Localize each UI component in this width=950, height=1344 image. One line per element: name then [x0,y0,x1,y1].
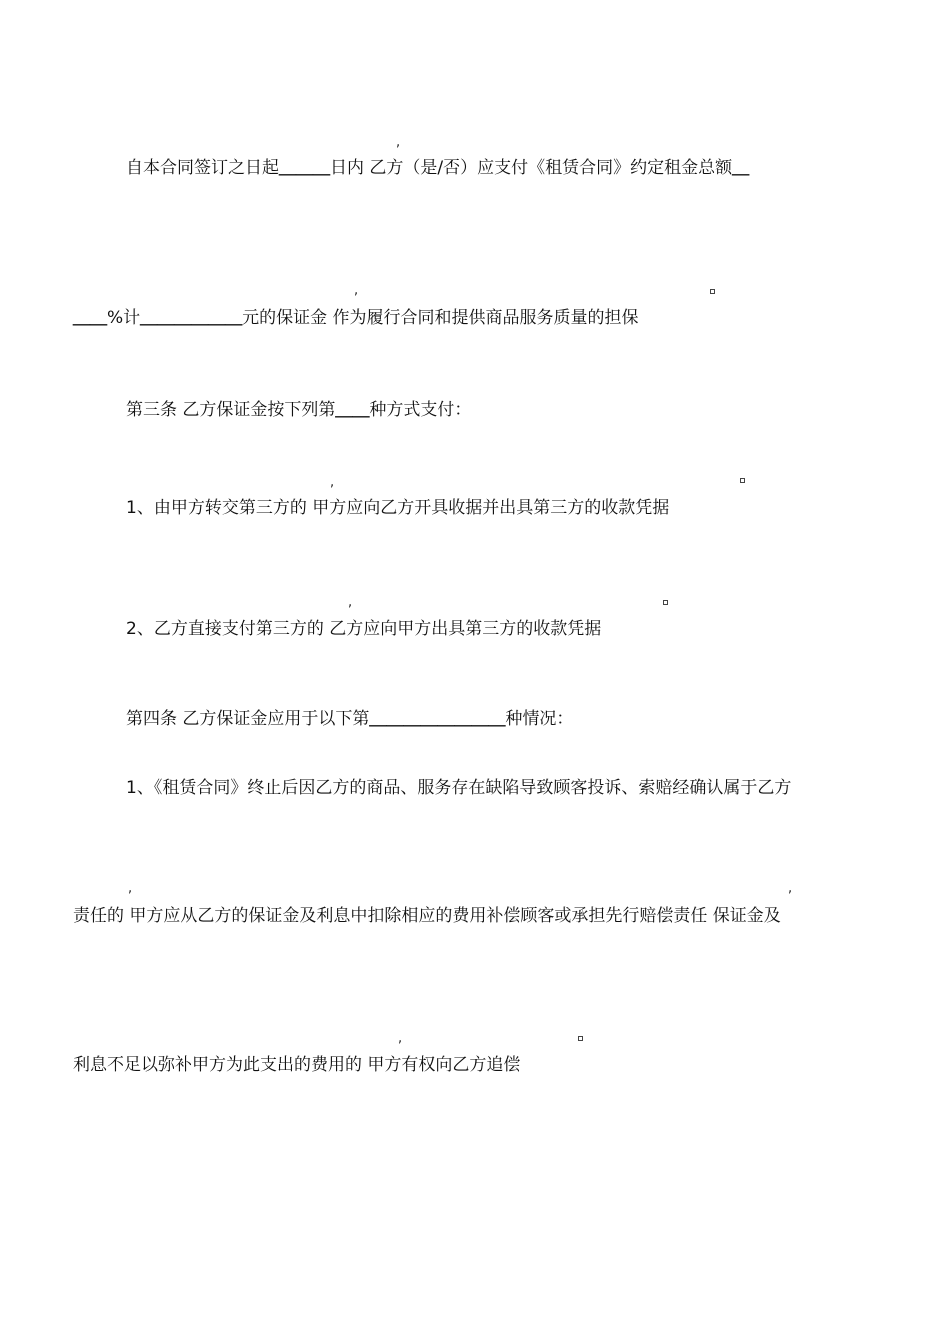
period-mark [663,600,668,605]
comma-mark: , [354,283,359,298]
para1-line1 [126,156,749,180]
percent-blank: ＿＿ [73,308,107,328]
article4-heading-text-a: 第四条 乙方保证金应用于以下第 [126,709,370,729]
article3-heading [126,398,471,422]
amount-blank: ＿＿＿＿＿＿ [140,308,243,328]
period-mark [578,1036,583,1041]
days-blank: ＿＿＿ [279,158,330,178]
comma-mark: , [788,881,793,896]
para1-line1-text-a: 自本合同签订之日起 [126,158,279,178]
para1-line2-text-a: %计 [107,308,141,328]
comma-mark: , [398,1031,403,1046]
comma-mark: , [396,135,401,150]
article3-heading-text-a: 第三条 乙方保证金按下列第 [126,400,336,420]
article4-item1-line3: 利息不足以弥补甲方为此支出的费用的 甲方有权向乙方追偿 [73,1055,521,1075]
article4-heading [126,707,573,731]
comma-mark: , [330,475,335,490]
article3-item2: 2、乙方直接支付第三方的 乙方应向甲方出具第三方的收款凭据 [126,619,602,639]
rent-total-blank: ＿ [732,158,750,178]
period-mark [740,478,745,483]
article3-item1: 1、由甲方转交第三方的 甲方应向乙方开具收据并出具第三方的收款凭据 [126,498,670,518]
article4-item1-line1: 1、《租赁合同》终止后因乙方的商品、服务存在缺陷导致顾客投诉、索赔经确认属于乙方 [126,778,792,798]
article4-item1-line2: 责任的 甲方应从乙方的保证金及利息中扣除相应的费用补偿顾客或承担先行赔偿责任 保证金及 [73,906,781,926]
article4-heading-text-b: 种情况： [505,709,574,729]
situation-blank: ＿＿＿＿＿＿＿＿ [369,709,506,729]
para1-line2-text-b: 元的保证金 作为履行合同和提供商品服务质量的担保 [242,308,639,328]
period-mark [710,289,715,294]
article3-heading-text-b: 种方式支付： [369,400,472,420]
para1-line2 [73,306,639,330]
para1-line1-text-b: 日内 乙方（是/否）应支付《租赁合同》约定租金总额 [330,158,733,178]
comma-mark: , [348,595,353,610]
payment-method-blank: ＿＿ [335,400,370,420]
comma-mark: , [128,881,133,896]
